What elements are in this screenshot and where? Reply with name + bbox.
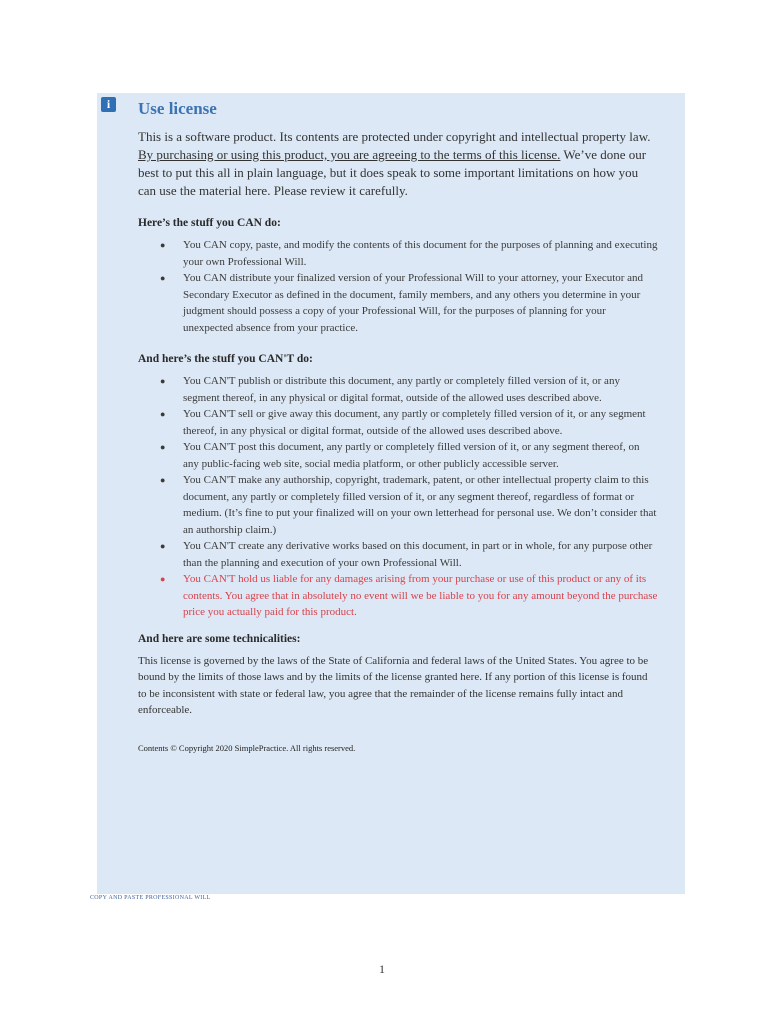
technicalities-heading: And here are some technicalities: xyxy=(138,632,301,645)
cant-item: ● You CAN'T post this document, any partly or completely filled version of it, or any segment thereof, on any public-facing web site, social media platform, or other publicly accessible server. xyxy=(160,441,640,470)
can-item: ● You CAN copy, paste, and modify the contents of this document for the purposes of planning and executing your own Professional Will. xyxy=(160,239,658,268)
intro-text-2: We’ve done our best to put this all in plain language, but it does speak to some important limitations on how you can use the material here. Please review it carefully. xyxy=(138,147,647,198)
bullet-icon: ● xyxy=(160,442,166,452)
cant-heading: And here’s the stuff you CAN'T do: xyxy=(138,353,313,365)
cant-item-liability: ● You CAN'T hold us liable for any damages arising from your purchase or use of this product or any of its contents. You agree that in absolutely no event will we be liable to you for any amount beyond the purchase price you actually paid for this product. xyxy=(160,573,658,618)
intro-paragraph xyxy=(138,128,658,200)
cant-item: ● You CAN'T sell or give away this document, any partly or completely filled version of it, or any segment thereof, in any physical or digital format, outside of the allowed uses described above. xyxy=(160,408,646,437)
intro-text-1: This is a software product. Its contents are protected under copyright and intellectual property law. xyxy=(138,129,651,144)
cant-item: ● You CAN'T create any derivative works based on this document, in part or in whole, for any purpose other than the planning and execution of your own Professional Will. xyxy=(160,540,653,569)
bullet-icon: ● xyxy=(160,409,166,419)
bullet-icon: ● xyxy=(160,574,166,584)
technicalities-text: This license is governed by the laws of the State of California and federal laws of the United States. You agree to be bound by the limits of those laws and by the limits of the license granted here. If any portion of this license is found to be inconsistent with state or federal law, you agree that the remainder of the license remains fully intact and enforceable. xyxy=(138,654,649,716)
license-content xyxy=(138,128,658,753)
license-title: Use license xyxy=(138,99,217,118)
bullet-icon: ● xyxy=(160,240,166,250)
footer-label: COPY AND PASTE PROFESSIONAL WILL xyxy=(90,895,211,901)
can-item: ● You CAN distribute your finalized version of your Professional Will to your attorney, your Executor and Secondary Executor as defined in the document, family members, and any others you determine in your judgment should possess a copy of your Professional Will, for the purposes of planning for your unexpected absence from your practice. xyxy=(160,272,644,334)
cant-item: ● You CAN'T publish or distribute this document, any partly or completely filled version of it, or any segment thereof, in any physical or digital format, outside of the allowed uses described above. xyxy=(160,375,620,404)
cant-item: ● You CAN'T make any authorship, copyright, trademark, patent, or other intellectual property claim to this document, any partly or completely filled version of it, or any segment thereof, regardless of format or medium. (It’s fine to put your finalized will on your own letterhead for personal use. We don’t consider that an authorship claim.) xyxy=(160,474,657,536)
bullet-icon: ● xyxy=(160,376,166,386)
bullet-icon: ● xyxy=(160,475,166,485)
info-icon: i xyxy=(101,97,116,112)
can-heading: Here’s the stuff you CAN do: xyxy=(138,217,281,229)
bullet-icon: ● xyxy=(160,273,166,283)
bullet-icon: ● xyxy=(160,541,166,551)
can-list xyxy=(138,237,658,336)
intro-underlined-text: By purchasing or using this product, you are agreeing to the terms of this license. xyxy=(138,147,561,162)
cant-list xyxy=(138,373,658,621)
page-number: 1 xyxy=(379,962,385,976)
copyright-notice: Contents © Copyright 2020 SimplePractice. All rights reserved. xyxy=(138,742,356,753)
